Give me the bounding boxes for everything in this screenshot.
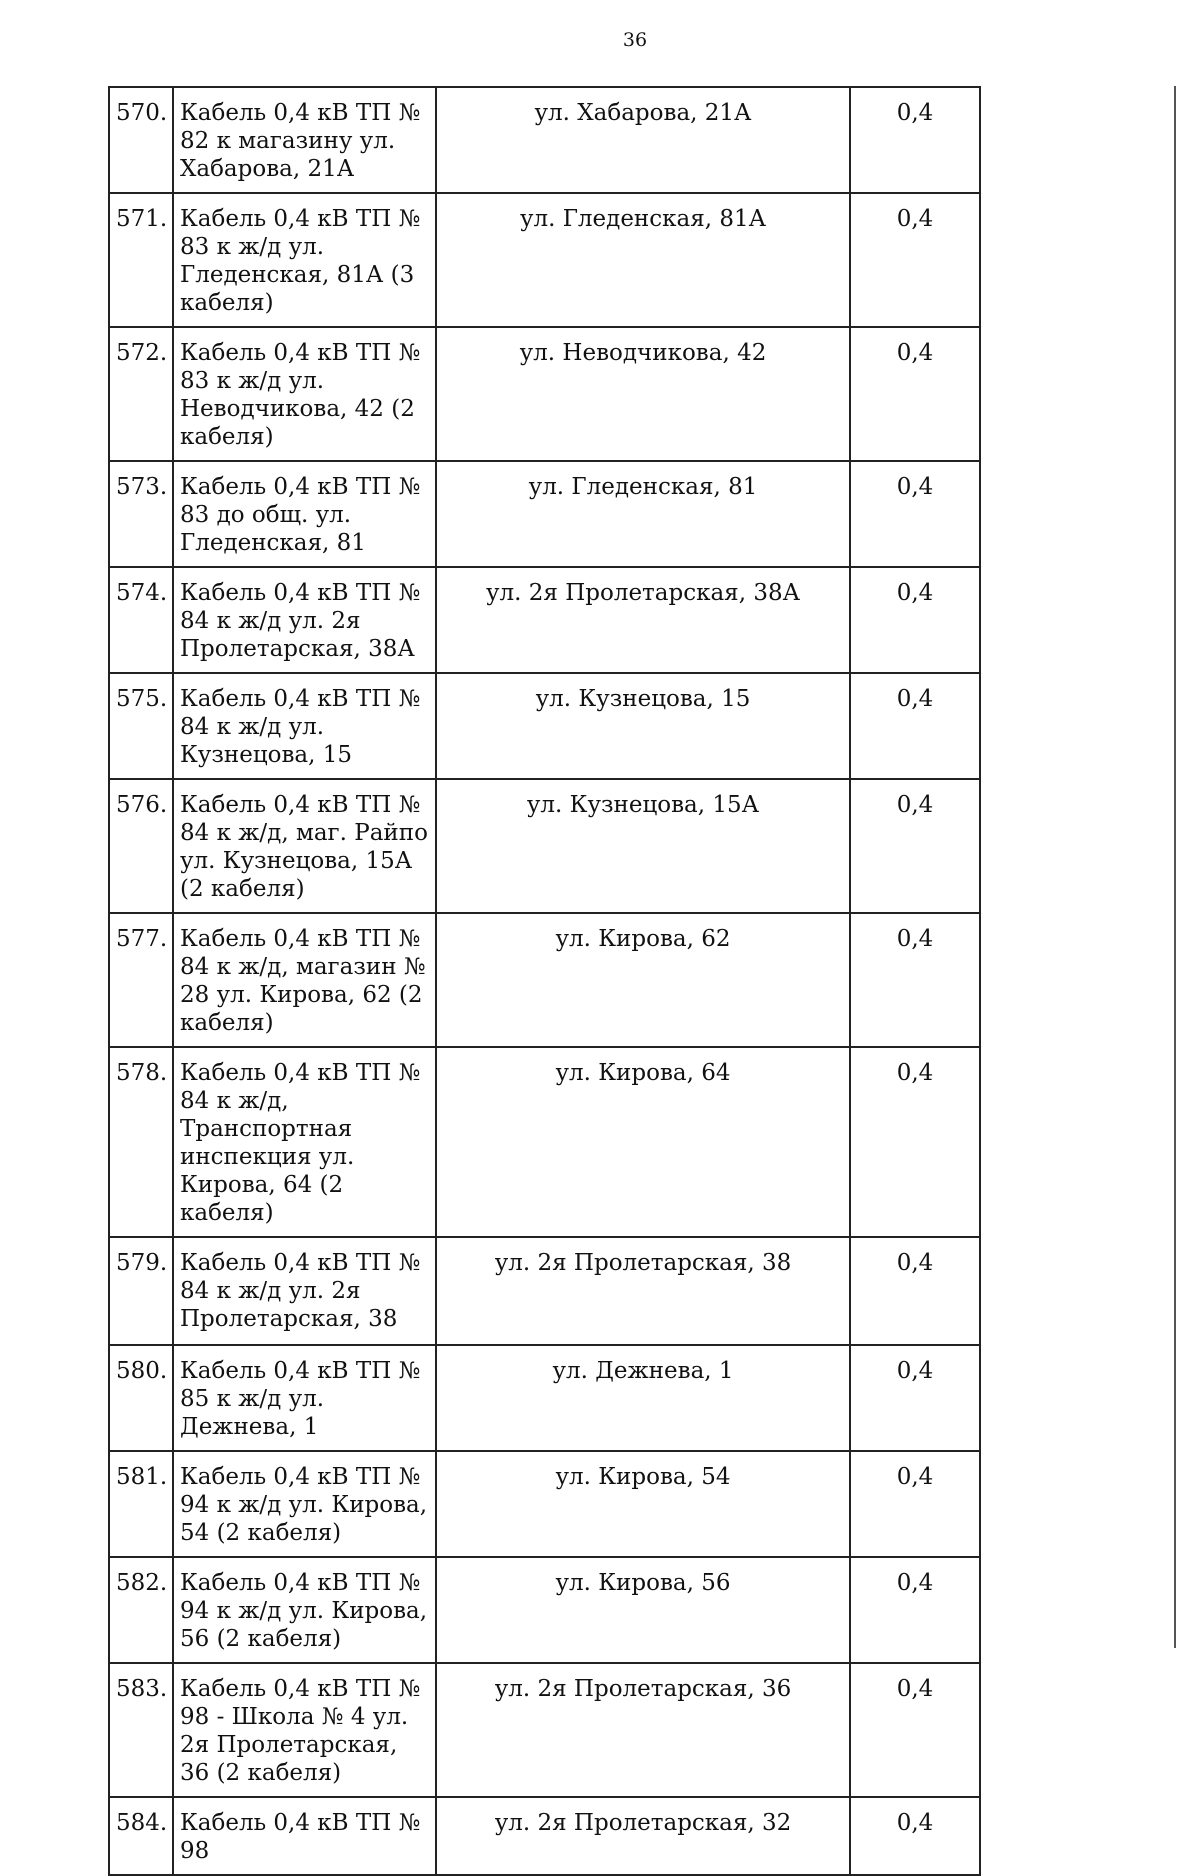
- cable-name: Кабель 0,4 кВ ТП № 85 к ж/д ул. Дежнева, 1: [173, 1345, 436, 1451]
- row-number: 576.: [109, 779, 173, 913]
- cable-name: Кабель 0,4 кВ ТП № 84 к ж/д ул. 2я Пролетарская, 38А: [173, 567, 436, 673]
- table-row: [109, 913, 980, 1047]
- table-row: [109, 1237, 980, 1345]
- table-row: [109, 1345, 980, 1451]
- table-row: [109, 87, 980, 193]
- cable-name: Кабель 0,4 кВ ТП № 84 к ж/д, магазин № 28 ул. Кирова, 62 (2 кабеля): [173, 913, 436, 1047]
- voltage-cell: 0,4: [850, 327, 980, 461]
- address-cell: ул. Кирова, 62: [436, 913, 850, 1047]
- voltage-cell: 0,4: [850, 779, 980, 913]
- table-row: [109, 673, 980, 779]
- voltage-cell: 0,4: [850, 193, 980, 327]
- address-cell: ул. 2я Пролетарская, 36: [436, 1663, 850, 1797]
- table-row: [109, 1797, 980, 1875]
- cable-name: Кабель 0,4 кВ ТП № 84 к ж/д, Транспортная инспекция ул. Кирова, 64 (2 кабеля): [173, 1047, 436, 1237]
- row-number: 580.: [109, 1345, 173, 1451]
- row-number: 581.: [109, 1451, 173, 1557]
- right-margin-rule: [1174, 86, 1176, 1648]
- address-cell: ул. 2я Пролетарская, 38А: [436, 567, 850, 673]
- row-number: 583.: [109, 1663, 173, 1797]
- voltage-cell: 0,4: [850, 1663, 980, 1797]
- table-row: [109, 193, 980, 327]
- cable-name: Кабель 0,4 кВ ТП № 83 до общ. ул. Гледенская, 81: [173, 461, 436, 567]
- table-row: [109, 1663, 980, 1797]
- row-number: 584.: [109, 1797, 173, 1875]
- table-row: [109, 1451, 980, 1557]
- voltage-cell: 0,4: [850, 1345, 980, 1451]
- row-number: 582.: [109, 1557, 173, 1663]
- cable-name: Кабель 0,4 кВ ТП № 98 - Школа № 4 ул. 2я Пролетарская, 36 (2 кабеля): [173, 1663, 436, 1797]
- voltage-cell: 0,4: [850, 461, 980, 567]
- address-cell: ул. Гледенская, 81: [436, 461, 850, 567]
- voltage-cell: 0,4: [850, 1557, 980, 1663]
- voltage-cell: 0,4: [850, 87, 980, 193]
- address-cell: ул. Кирова, 64: [436, 1047, 850, 1237]
- address-cell: ул. Кирова, 54: [436, 1451, 850, 1557]
- cable-name: Кабель 0,4 кВ ТП № 82 к магазину ул. Хабарова, 21А: [173, 87, 436, 193]
- cable-name: Кабель 0,4 кВ ТП № 84 к ж/д ул. Кузнецова, 15: [173, 673, 436, 779]
- cable-name: Кабель 0,4 кВ ТП № 83 к ж/д ул. Неводчикова, 42 (2 кабеля): [173, 327, 436, 461]
- cable-name: Кабель 0,4 кВ ТП № 84 к ж/д ул. 2я Пролетарская, 38: [173, 1237, 436, 1345]
- row-number: 578.: [109, 1047, 173, 1237]
- table-row: [109, 567, 980, 673]
- voltage-cell: 0,4: [850, 1797, 980, 1875]
- voltage-cell: 0,4: [850, 1237, 980, 1345]
- address-cell: ул. 2я Пролетарская, 32: [436, 1797, 850, 1875]
- address-cell: ул. Неводчикова, 42: [436, 327, 850, 461]
- page-number: 36: [622, 29, 648, 51]
- table-row: [109, 1047, 980, 1237]
- row-number: 577.: [109, 913, 173, 1047]
- address-cell: ул. 2я Пролетарская, 38: [436, 1237, 850, 1345]
- cable-name: Кабель 0,4 кВ ТП № 94 к ж/д ул. Кирова, 56 (2 кабеля): [173, 1557, 436, 1663]
- row-number: 571.: [109, 193, 173, 327]
- cable-name: Кабель 0,4 кВ ТП № 98: [173, 1797, 436, 1875]
- address-cell: ул. Кирова, 56: [436, 1557, 850, 1663]
- cable-name: Кабель 0,4 кВ ТП № 84 к ж/д, маг. Райпо ул. Кузнецова, 15А (2 кабеля): [173, 779, 436, 913]
- voltage-cell: 0,4: [850, 1451, 980, 1557]
- row-number: 570.: [109, 87, 173, 193]
- row-number: 575.: [109, 673, 173, 779]
- table-row: [109, 327, 980, 461]
- address-cell: ул. Дежнева, 1: [436, 1345, 850, 1451]
- address-cell: ул. Гледенская, 81А: [436, 193, 850, 327]
- voltage-cell: 0,4: [850, 1047, 980, 1237]
- table-row: [109, 461, 980, 567]
- row-number: 574.: [109, 567, 173, 673]
- voltage-cell: 0,4: [850, 673, 980, 779]
- row-number: 573.: [109, 461, 173, 567]
- table-row: [109, 779, 980, 913]
- cable-name: Кабель 0,4 кВ ТП № 94 к ж/д ул. Кирова, 54 (2 кабеля): [173, 1451, 436, 1557]
- row-number: 579.: [109, 1237, 173, 1345]
- voltage-cell: 0,4: [850, 913, 980, 1047]
- registry-table: [108, 86, 981, 1876]
- voltage-cell: 0,4: [850, 567, 980, 673]
- address-cell: ул. Кузнецова, 15А: [436, 779, 850, 913]
- address-cell: ул. Хабарова, 21А: [436, 87, 850, 193]
- cable-name: Кабель 0,4 кВ ТП № 83 к ж/д ул. Гледенская, 81А (3 кабеля): [173, 193, 436, 327]
- table-row: [109, 1557, 980, 1663]
- address-cell: ул. Кузнецова, 15: [436, 673, 850, 779]
- row-number: 572.: [109, 327, 173, 461]
